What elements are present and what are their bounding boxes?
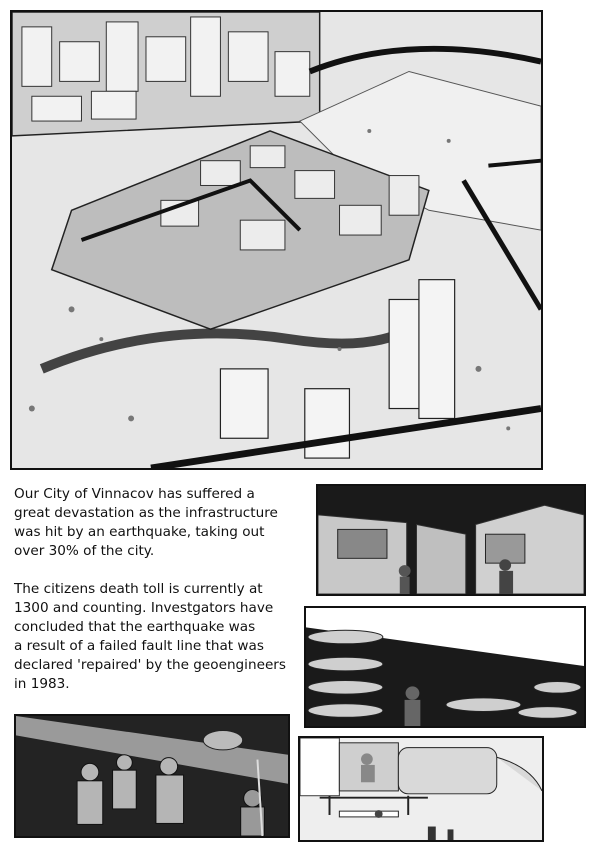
panel-dark-corridor-pods xyxy=(304,606,586,728)
rescuers-illustration xyxy=(16,716,288,836)
corridor-pods-illustration xyxy=(306,608,584,726)
panel-rescuers-carrying-survivor xyxy=(14,714,290,838)
city-aerial-illustration xyxy=(12,12,541,468)
narration-paragraph-2: The citizens death toll is currently at 1300 and counting. Investgators have concluded that the earthquake was a result of a failed fault line that was declared 'repaired' by the geoengineers in 1983. xyxy=(14,581,286,692)
panel-city-aerial-devastation xyxy=(10,10,543,470)
narration-box xyxy=(14,485,299,713)
narration-paragraph-1: Our City of Vinnacov has suffered a great devastation as the infrastructure was hit by an earthquake, taking out over 30% of the city. xyxy=(14,486,278,559)
train-car-illustration xyxy=(318,486,584,594)
helicopter-illustration xyxy=(300,738,542,840)
panel-train-car-interior xyxy=(316,484,586,596)
panel-helicopter-evacuation xyxy=(298,736,544,842)
